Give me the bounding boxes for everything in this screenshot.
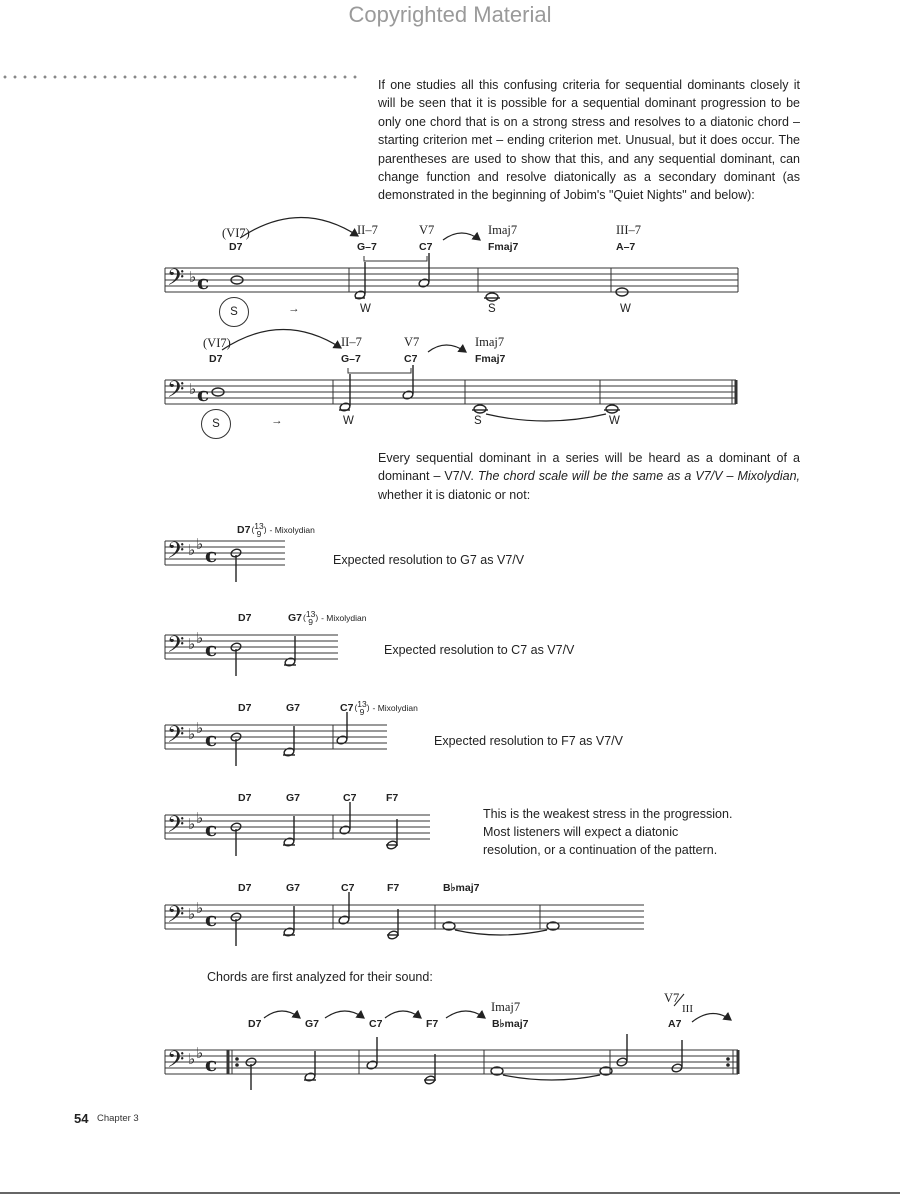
note-half-c-final xyxy=(366,1060,378,1070)
tie-ex2 xyxy=(486,414,606,421)
step5-chord-c7: C7 xyxy=(341,882,355,894)
ex2-stress-arrow: → xyxy=(271,415,283,427)
ex1-stress-w1: W xyxy=(360,303,371,315)
final-chord-bbmaj7: B♭maj7 xyxy=(492,1018,529,1030)
step2-tension-bottom: 9 xyxy=(308,617,313,627)
ex2-stress-w2: W xyxy=(609,415,620,427)
flat-s5a: ♭ xyxy=(188,905,196,923)
common-time-1: c xyxy=(197,270,210,294)
staff-step5 xyxy=(165,905,644,929)
note-whole-f-2a xyxy=(474,405,486,413)
copyright-watermark: Copyrighted Material xyxy=(348,2,552,27)
bracket-ii-v-1 xyxy=(364,256,427,261)
common-time-2: c xyxy=(197,382,210,406)
ex1-stress-strong-circled: S xyxy=(219,297,249,327)
flat-s2a: ♭ xyxy=(188,635,196,653)
step1-tension-bottom: 9 xyxy=(256,529,262,539)
ex1-roman-vi7: (VI7) xyxy=(222,226,250,240)
ex2-roman-imaj7: Imaj7 xyxy=(475,335,505,349)
flat-s2b: ♭ xyxy=(196,629,204,647)
flat-s5b: ♭ xyxy=(196,899,204,917)
final-roman-imaj7: Imaj7 xyxy=(491,1000,521,1014)
bass-clef-s2: 𝄢 xyxy=(167,632,185,663)
step3-caption: Expected resolution to F7 as V7/V xyxy=(434,734,623,748)
ex1-chord-g-7: G–7 xyxy=(357,241,377,253)
ex1-chord-fmaj7: Fmaj7 xyxy=(488,241,519,253)
arrow-v-i-2 xyxy=(428,345,466,352)
arrow-a7 xyxy=(692,1013,731,1022)
ex2-chord-c7: C7 xyxy=(404,353,418,365)
step4-caption-line3: resolution, or a continuation of the pattern. xyxy=(483,843,718,857)
ex1-stress-s: S xyxy=(488,303,496,315)
ex2-roman-ii7: II–7 xyxy=(341,335,362,349)
common-time-s3: c xyxy=(205,727,218,751)
ex2-stress-s: S xyxy=(474,415,482,427)
ex1-roman-ii7: II–7 xyxy=(357,223,378,237)
arrow-v-i-1 xyxy=(443,233,480,240)
step3-tension-top: 13 xyxy=(357,699,367,709)
chapter-label: Chapter 3 xyxy=(97,1113,139,1124)
step5-chord-f7: F7 xyxy=(387,882,400,894)
step3-chord-d7: D7 xyxy=(238,702,252,714)
bass-clef-2: 𝄢 xyxy=(167,377,185,408)
step2-caption: Expected resolution to C7 as V7/V xyxy=(384,643,575,657)
common-time-final: c xyxy=(205,1052,218,1076)
step5-chord-g7: G7 xyxy=(286,882,301,894)
ex2-stress-strong-circled: S xyxy=(201,409,231,439)
note-half-c-s5 xyxy=(338,915,350,925)
bass-clef-s5: 𝄢 xyxy=(167,902,185,933)
final-roman-v7: V7 xyxy=(664,991,680,1005)
final-chord-g7: G7 xyxy=(305,1018,320,1030)
mid-paragraph-normal: Every sequential dominant in a series will be heard as a dominant of a dominant – V7/V. xyxy=(378,451,800,484)
step1-mode: - Mixolydian xyxy=(269,524,315,535)
note-half-c-s4 xyxy=(339,825,351,835)
note-half-c-s3 xyxy=(336,735,348,745)
step1-tension-top: 13 xyxy=(254,521,264,531)
flat-s4a: ♭ xyxy=(188,815,196,833)
tie-final xyxy=(503,1075,600,1080)
flat-1: ♭ xyxy=(189,268,197,286)
intro-paragraph: If one studies all this confusing criteria for sequential dominants closely it will be seen that it is possible for a sequential dominant progression to be only one chord that is on a strong stress and resolves to a diatonic chord – starting criterion met – ending criterion met. Unusual, but it does occur. The parentheses are used to show that this, and any sequential dominant, can change function and resolve diatonically as a secondary dominant (as demonstrated in the beginning of Jobim's "Quiet Nights" and below): xyxy=(378,78,800,203)
note-whole-f-2b xyxy=(606,405,618,413)
tie-step5 xyxy=(455,930,547,935)
step3-chord-c7: C7(13 9 ) - Mixolydian xyxy=(340,699,418,717)
bass-clef-s4: 𝄢 xyxy=(167,812,185,843)
step4-caption-line1: This is the weakest stress in the progression. xyxy=(483,807,733,821)
ex2-chord-g-7: G–7 xyxy=(341,353,361,365)
arrow-f7-bb xyxy=(446,1011,485,1018)
common-time-s2: c xyxy=(205,637,218,661)
ex1-chord-a-7: A–7 xyxy=(616,241,636,253)
flat-fa: ♭ xyxy=(188,1050,196,1068)
flat-2: ♭ xyxy=(189,380,197,398)
flat-s1a: ♭ xyxy=(188,541,196,559)
flat-fb: ♭ xyxy=(196,1044,204,1062)
bass-clef-s3: 𝄢 xyxy=(167,722,185,753)
step2-chord-g7: G7(13 9 ) - Mixolydian xyxy=(288,609,367,627)
step4-chord-d7: D7 xyxy=(238,792,252,804)
ex2-roman-v7: V7 xyxy=(404,335,420,349)
ex1-chord-d7: D7 xyxy=(229,241,243,253)
step5-chord-bbmaj7: B♭maj7 xyxy=(443,882,480,894)
staff-1 xyxy=(165,268,738,292)
final-chord-c7: C7 xyxy=(369,1018,383,1030)
final-chord-d7: D7 xyxy=(248,1018,262,1030)
bass-clef-final: 𝄢 xyxy=(167,1047,185,1078)
step4-chord-c7: C7 xyxy=(343,792,357,804)
ex1-roman-v7: V7 xyxy=(419,223,435,237)
note-half-c-1 xyxy=(418,278,430,288)
flat-s3a: ♭ xyxy=(188,725,196,743)
mid-paragraph-end: whether it is diatonic or not: xyxy=(378,487,531,502)
step4-chord-f7: F7 xyxy=(386,792,399,804)
final-roman-iii: III xyxy=(682,1003,693,1015)
step3-tension-bottom: 9 xyxy=(359,707,365,717)
arrow-c7-f7 xyxy=(385,1011,421,1018)
staff-2 xyxy=(165,380,736,404)
step3-chord-g7: G7 xyxy=(286,702,301,714)
page-bottom-rule xyxy=(0,1192,900,1194)
bracket-ii-v-2 xyxy=(348,368,411,373)
step5-chord-d7: D7 xyxy=(238,882,252,894)
arrow-d7-g7 xyxy=(264,1011,300,1018)
ex2-stress-w1: W xyxy=(343,415,354,427)
step1-chord-d7: D7(13 9 ) - Mixolydian xyxy=(237,521,315,539)
note-whole-f-1 xyxy=(486,293,498,301)
arrow-vi-ii-2 xyxy=(222,329,341,350)
mid-paragraph-italic: The chord scale will be the same as a V7/V – Mixolydian, xyxy=(477,469,800,484)
ex2-chord-d7: D7 xyxy=(209,353,223,365)
ex1-stress-w2: W xyxy=(620,303,631,315)
step2-mode: - Mixolydian xyxy=(321,612,367,623)
analysis-caption: Chords are first analyzed for their sound: xyxy=(207,970,433,984)
common-time-s5: c xyxy=(205,907,218,931)
step3-mode: - Mixolydian xyxy=(372,702,418,713)
final-chord-a7: A7 xyxy=(668,1018,682,1030)
ex1-stress-arrow: → xyxy=(288,303,300,315)
arrow-g7-c7 xyxy=(325,1011,364,1018)
flat-s1b: ♭ xyxy=(196,535,204,553)
flat-s4b: ♭ xyxy=(196,809,204,827)
ex1-roman-iii7: III–7 xyxy=(616,223,641,237)
common-time-s4: c xyxy=(205,817,218,841)
ex1-chord-c7: C7 xyxy=(419,241,433,253)
page-number: 54 xyxy=(74,1111,89,1126)
bass-clef-s1: 𝄢 xyxy=(167,538,185,569)
step4-caption-line2: Most listeners will expect a diatonic xyxy=(483,825,679,839)
ex1-roman-imaj7: Imaj7 xyxy=(488,223,518,237)
final-chord-f7: F7 xyxy=(426,1018,439,1030)
step1-caption: Expected resolution to G7 as V7/V xyxy=(333,553,525,567)
bass-clef-1: 𝄢 xyxy=(167,265,185,296)
step2-tension-top: 13 xyxy=(305,609,316,619)
step2-chord-d7: D7 xyxy=(238,612,252,624)
flat-s3b: ♭ xyxy=(196,719,204,737)
arrow-vi-ii-1 xyxy=(240,217,358,238)
ex2-chord-fmaj7: Fmaj7 xyxy=(475,353,506,365)
common-time-s1: c xyxy=(205,543,218,567)
note-half-c-2 xyxy=(402,390,414,400)
ex2-roman-vi7: (VI7) xyxy=(203,336,231,350)
step4-chord-g7: G7 xyxy=(286,792,301,804)
